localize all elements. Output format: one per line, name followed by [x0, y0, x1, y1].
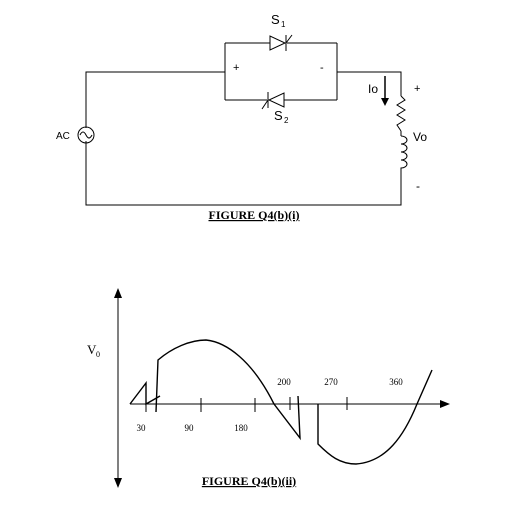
plus-inner-label: +: [233, 62, 240, 74]
s1-label: S: [271, 12, 280, 27]
current-arrow-icon: [381, 76, 389, 106]
minus-output-label: -: [416, 179, 420, 193]
output-voltage-waveform: [130, 340, 432, 464]
y-axis-label-subscript: 0: [96, 350, 100, 359]
tick-label-200: 200: [277, 377, 291, 387]
s1-subscript: 1: [281, 20, 286, 29]
tick-label-180: 180: [234, 423, 248, 433]
minus-inner-label: -: [320, 62, 324, 74]
s2-subscript: 2: [284, 116, 289, 125]
voltage-label: Vo: [413, 130, 428, 144]
current-label: Io: [368, 82, 379, 96]
inductor-icon: [401, 136, 407, 170]
circuit-diagram: [56, 12, 427, 222]
figure-ii-caption: FIGURE Q4(b)(ii): [201, 474, 297, 488]
ac-source-label: AC: [56, 131, 70, 142]
waveform-diagram: [87, 288, 450, 488]
y-axis-label: V: [87, 342, 97, 357]
y-axis: [114, 288, 122, 488]
figure-i-caption: FIGURE Q4(b)(i): [208, 208, 300, 222]
tick-label-30: 30: [136, 423, 146, 433]
tick-label-360: 360: [389, 377, 403, 387]
ac-source-icon: [78, 127, 94, 143]
s2-label: S: [274, 108, 283, 123]
circuit-wires: [86, 43, 401, 205]
resistor-icon: [397, 96, 405, 131]
tick-label-90: 90: [184, 423, 194, 433]
plus-output-label: +: [414, 83, 421, 95]
tick-label-270: 270: [324, 377, 338, 387]
